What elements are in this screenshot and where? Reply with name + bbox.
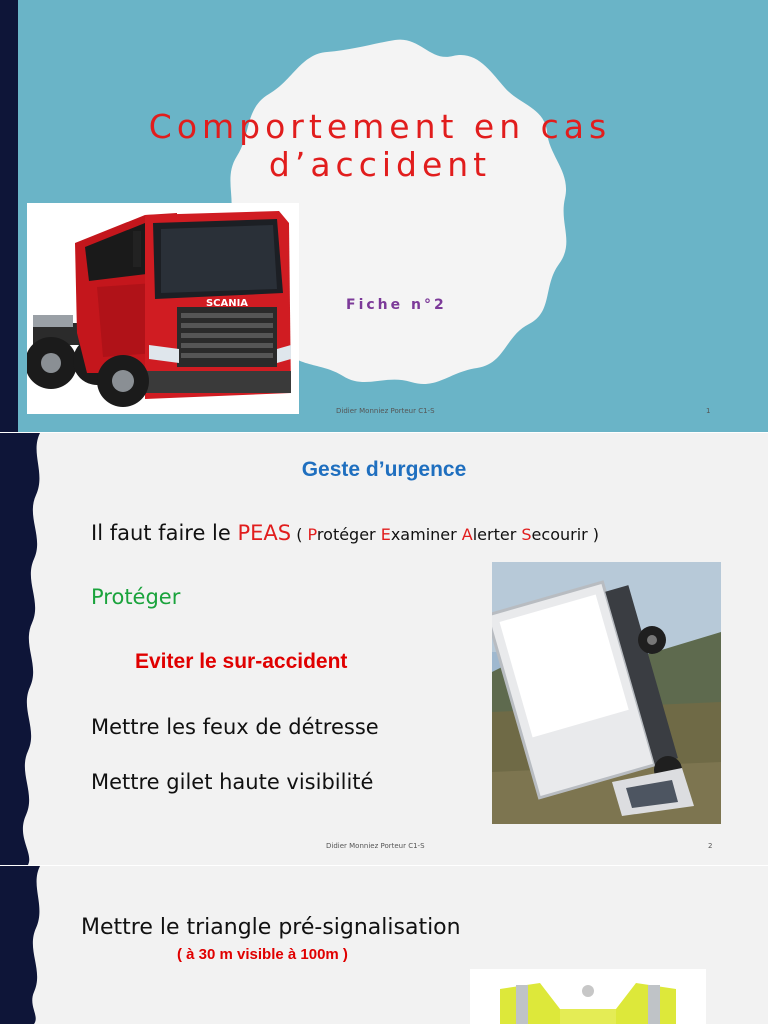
peas-word-a: lerter — [472, 525, 522, 544]
red-truck-image — [27, 203, 299, 414]
peas-word-p: rotéger — [316, 525, 381, 544]
step-label: Protéger — [91, 585, 181, 609]
peas-letter-s: S — [521, 525, 532, 544]
overturned-truck-image — [492, 562, 721, 824]
peas-open-paren: ( — [291, 525, 308, 544]
peas-acronym: PEAS — [237, 521, 292, 545]
slide-footer: Didier Monniez Porteur C1-S — [336, 407, 435, 415]
title-line-2: d’accident — [268, 145, 492, 184]
slide-footer: Didier Monniez Porteur C1-S — [326, 842, 425, 850]
title-line-1: Comportement en cas — [148, 107, 612, 146]
peas-intro-text: Il faut faire le — [91, 521, 238, 545]
slide-side-bar — [0, 0, 18, 432]
slide-title: Geste d’urgence — [301, 458, 467, 481]
slide-page-number: 2 — [708, 842, 713, 850]
slide-1 — [0, 0, 768, 432]
slide-title: Mettre le triangle pré-signalisation — [81, 915, 461, 940]
item-hazard-lights: Mettre les feux de détresse — [91, 715, 379, 739]
truck-brand-label: SCANIA — [205, 298, 249, 309]
peas-letter-e: E — [380, 525, 391, 544]
slide-3 — [0, 866, 768, 1024]
peas-intro-line — [91, 521, 599, 545]
presentation-subtitle: Fiche n°2 — [346, 297, 447, 313]
slide-subtitle: ( à 30 m visible à 100m ) — [177, 946, 348, 963]
warning-heading: Eviter le sur-accident — [135, 650, 348, 673]
presentation-title — [100, 108, 660, 184]
peas-letter-p: P — [307, 525, 317, 544]
peas-letter-a: A — [461, 525, 473, 544]
wavy-side-bar — [0, 433, 50, 865]
item-safety-vest: Mettre gilet haute visibilité — [91, 770, 374, 794]
peas-word-e: xaminer — [390, 525, 462, 544]
slide-page-number: 1 — [706, 407, 711, 415]
peas-word-s: ecourir ) — [531, 525, 600, 544]
slide-2 — [0, 433, 768, 865]
wavy-side-bar — [0, 866, 50, 1024]
safety-vest-image — [470, 969, 706, 1024]
